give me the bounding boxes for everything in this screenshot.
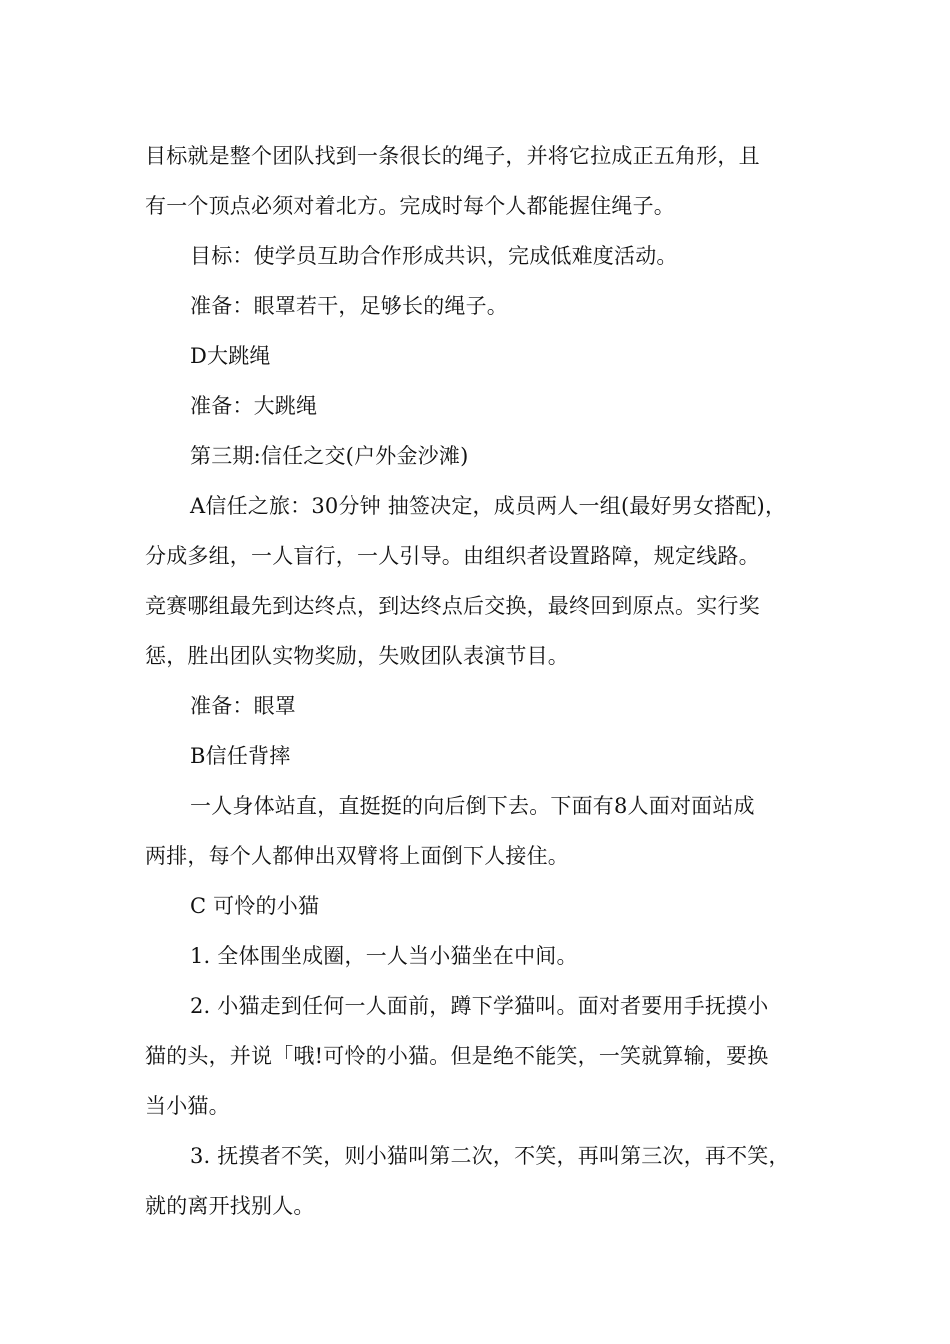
- text-line: 准备：眼罩若干，足够长的绳子。: [190, 294, 508, 318]
- text-line: 3. 抚摸者不笑，则小猫叫第二次，不笑，再叫第三次，再不笑，: [190, 1144, 790, 1168]
- paragraph: [145, 931, 825, 981]
- paragraph: [145, 881, 825, 931]
- text-line: A信任之旅：30分钟 抽签决定，成员两人一组(最好男女搭配)，: [190, 494, 787, 518]
- paragraph: [145, 231, 825, 281]
- document-body: [145, 131, 825, 1231]
- paragraph: [145, 481, 825, 681]
- text-line: C 可怜的小猫: [190, 894, 320, 918]
- paragraph: [145, 381, 825, 431]
- text-line: 准备：大跳绳: [190, 394, 318, 418]
- text-line: 猫的头，并说「哦!可怜的小猫。但是绝不能笑，一笑就算输，要换: [145, 1044, 769, 1068]
- text-line: 2. 小猫走到任何一人面前，蹲下学猫叫。面对者要用手抚摸小: [190, 994, 769, 1018]
- text-line: 两排，每个人都伸出双臂将上面倒下人接住。: [145, 844, 569, 868]
- text-line: 第三期:信任之交(户外金沙滩): [190, 444, 469, 468]
- text-line: B信任背摔: [190, 744, 291, 768]
- text-line: 分成多组，一人盲行，一人引导。由组织者设置路障，规定线路。: [145, 544, 760, 568]
- text-line: 惩，胜出团队实物奖励，失败团队表演节目。: [145, 644, 569, 668]
- text-line: 有一个顶点必须对着北方。完成时每个人都能握住绳子。: [145, 194, 675, 218]
- paragraph: [145, 731, 825, 781]
- text-line: 目标：使学员互助合作形成共识，完成低难度活动。: [190, 244, 678, 268]
- text-line: 准备：眼罩: [190, 694, 296, 718]
- text-line: 目标就是整个团队找到一条很长的绳子，并将它拉成正五角形，且: [145, 144, 760, 168]
- paragraph: [145, 331, 825, 381]
- text-line: 1. 全体围坐成圈，一人当小猫坐在中间。: [190, 944, 578, 968]
- paragraph: [145, 131, 825, 231]
- text-line: D大跳绳: [190, 344, 271, 368]
- text-line: 当小猫。: [145, 1094, 230, 1118]
- paragraph: [145, 281, 825, 331]
- paragraph: [145, 1131, 825, 1231]
- paragraph: [145, 981, 825, 1131]
- text-line: 竞赛哪组最先到达终点，到达终点后交换，最终回到原点。实行奖: [145, 594, 760, 618]
- text-line: 一人身体站直，直挺挺的向后倒下去。下面有8人面对面站成: [190, 794, 755, 818]
- text-line: 就的离开找别人。: [145, 1194, 315, 1218]
- paragraph: [145, 431, 825, 481]
- paragraph: [145, 781, 825, 881]
- paragraph: [145, 681, 825, 731]
